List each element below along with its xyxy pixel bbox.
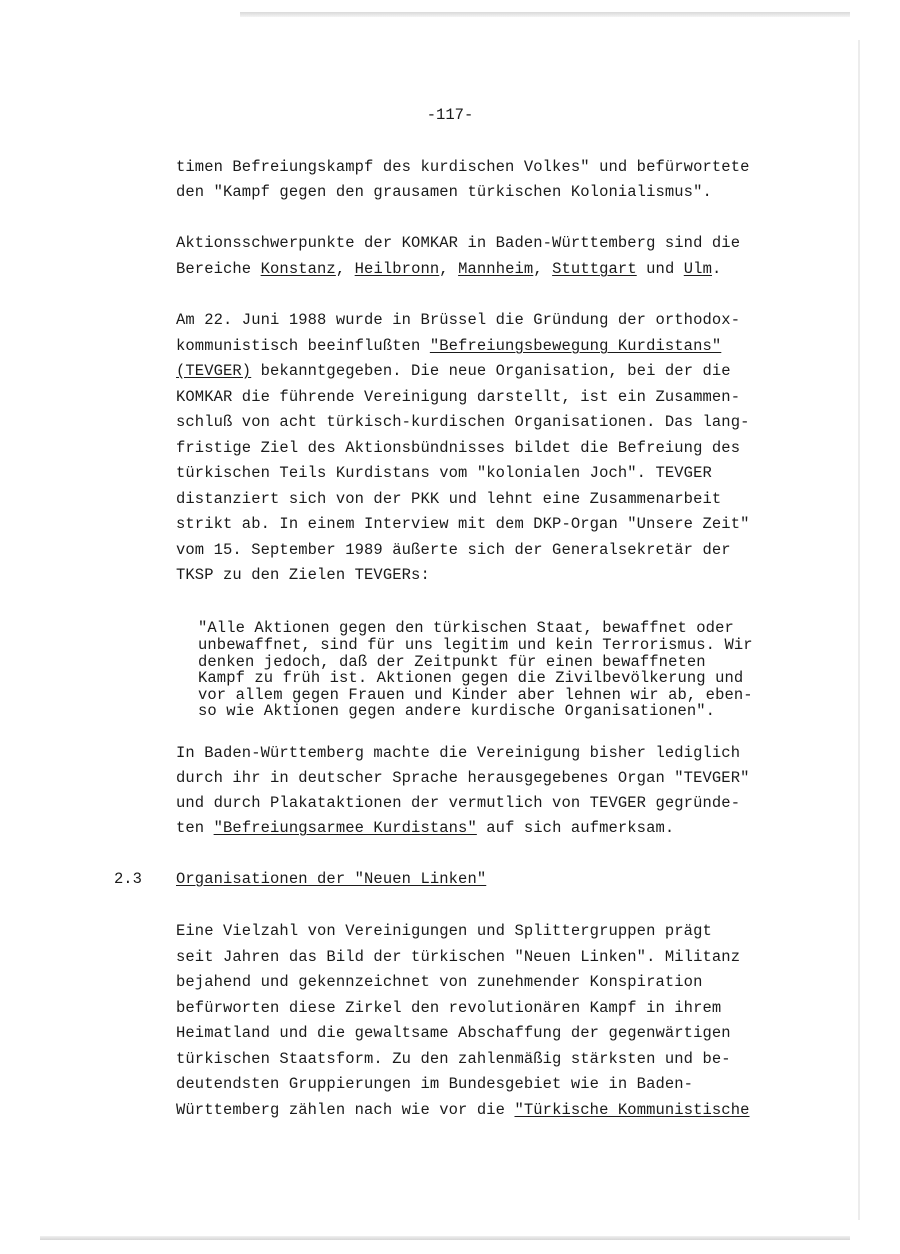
- para3-line: fristige Ziel des Aktionsbündnisses bildet die Befreiung des: [176, 439, 741, 457]
- place-mannheim: Mannheim: [458, 260, 534, 278]
- quote-line: Kampf zu früh ist. Aktionen gegen die Zivilbevölkerung und: [198, 669, 744, 687]
- para4-line: und durch Plakataktionen der vermutlich von TEVGER gegründe-: [176, 794, 741, 812]
- org-name-tkp: "Türkische Kommunistische: [514, 1101, 750, 1119]
- para5-line: bejahend und gekennzeichnet von zunehmender Konspiration: [176, 973, 703, 991]
- para5-line: Eine Vielzahl von Vereinigungen und Splittergruppen prägt: [176, 922, 712, 940]
- scan-edge-top: [240, 12, 850, 17]
- quote-line: unbewaffnet, sind für uns legitim und kein Terrorismus. Wir: [198, 636, 753, 654]
- text: kommunistisch beeinflußten: [176, 337, 430, 355]
- text: bekanntgegeben. Die neue Organisation, bei der die: [251, 362, 731, 380]
- place-ulm: Ulm: [683, 260, 712, 278]
- separator: ,: [439, 260, 459, 278]
- para4-line: durch ihr in deutscher Sprache herausgegebenes Organ "TEVGER": [176, 769, 750, 787]
- para5-line: deutendsten Gruppierungen im Bundesgebiet wie in Baden-: [176, 1075, 694, 1093]
- text: Württemberg zählen nach wie vor die: [176, 1101, 515, 1119]
- para5-line: seit Jahren das Bild der türkischen "Neuen Linken". Militanz: [176, 948, 741, 966]
- quote-line: denken jedoch, daß der Zeitpunkt für einen bewaffneten: [198, 653, 706, 671]
- section-number: 2.3: [114, 870, 142, 888]
- para3-line: türkischen Teils Kurdistans vom "kolonialen Joch". TEVGER: [176, 464, 712, 482]
- para3-line: strikt ab. In einem Interview mit dem DKP-Organ "Unsere Zeit": [176, 515, 750, 533]
- para3-line: [176, 337, 721, 355]
- para2-line: [176, 260, 721, 278]
- para1-line: timen Befreiungskampf des kurdischen Volkes" und befürwortete: [176, 158, 750, 176]
- text: und: [636, 260, 684, 278]
- para3-line: vom 15. September 1989 äußerte sich der Generalsekretär der: [176, 541, 731, 559]
- section-title: [176, 870, 486, 888]
- para5-line: befürworten diese Zirkel den revolutionären Kampf in ihrem: [176, 999, 722, 1017]
- para3-line: KOMKAR die führende Vereinigung darstellt, ist ein Zusammen-: [176, 388, 741, 406]
- separator: ,: [335, 260, 355, 278]
- org-name-befreiungsarmee: "Befreiungsarmee Kurdistans": [213, 819, 477, 837]
- para1-line: den "Kampf gegen den grausamen türkischen Kolonialismus".: [176, 183, 712, 201]
- org-name-tevger: "Befreiungsbewegung Kurdistans": [429, 337, 722, 355]
- place-stuttgart: Stuttgart: [552, 260, 637, 278]
- text: ten: [176, 819, 214, 837]
- scan-edge-bottom: [40, 1236, 850, 1240]
- separator: ,: [533, 260, 553, 278]
- text: .: [711, 260, 722, 278]
- para3-line: distanziert sich von der PKK und lehnt eine Zusammenarbeit: [176, 490, 722, 508]
- text: Bereiche: [176, 260, 261, 278]
- para5-line: türkischen Staatsform. Zu den zahlenmäßig stärksten und be-: [176, 1050, 731, 1068]
- org-abbr-tevger: (TEVGER): [176, 362, 252, 380]
- para4-line: In Baden-Württemberg machte die Vereinigung bisher lediglich: [176, 744, 741, 762]
- place-konstanz: Konstanz: [260, 260, 336, 278]
- para3-line: TKSP zu den Zielen TEVGERs:: [176, 566, 430, 584]
- para2-line: Aktionsschwerpunkte der KOMKAR in Baden-Württemberg sind die: [176, 234, 741, 252]
- para5-line: Heimatland und die gewaltsame Abschaffung der gegenwärtigen: [176, 1024, 731, 1042]
- para4-line: [176, 819, 674, 837]
- para3-line: [176, 362, 731, 380]
- page-number: -117-: [426, 106, 474, 124]
- place-heilbronn: Heilbronn: [354, 260, 440, 278]
- text: auf sich aufmerksam.: [476, 819, 675, 837]
- quote-line: "Alle Aktionen gegen den türkischen Staat, bewaffnet oder: [198, 619, 734, 637]
- quote-line: vor allem gegen Frauen und Kinder aber lehnen wir ab, eben-: [198, 686, 753, 704]
- para5-line: [176, 1101, 750, 1119]
- para3-line: Am 22. Juni 1988 wurde in Brüssel die Gründung der orthodox-: [176, 311, 741, 329]
- scan-edge-right: [858, 40, 860, 1220]
- quote-line: so wie Aktionen gegen andere kurdische Organisationen".: [198, 702, 716, 720]
- section-title-text: Organisationen der "Neuen Linken": [176, 870, 487, 888]
- para3-line: schluß von acht türkisch-kurdischen Organisationen. Das lang-: [176, 413, 750, 431]
